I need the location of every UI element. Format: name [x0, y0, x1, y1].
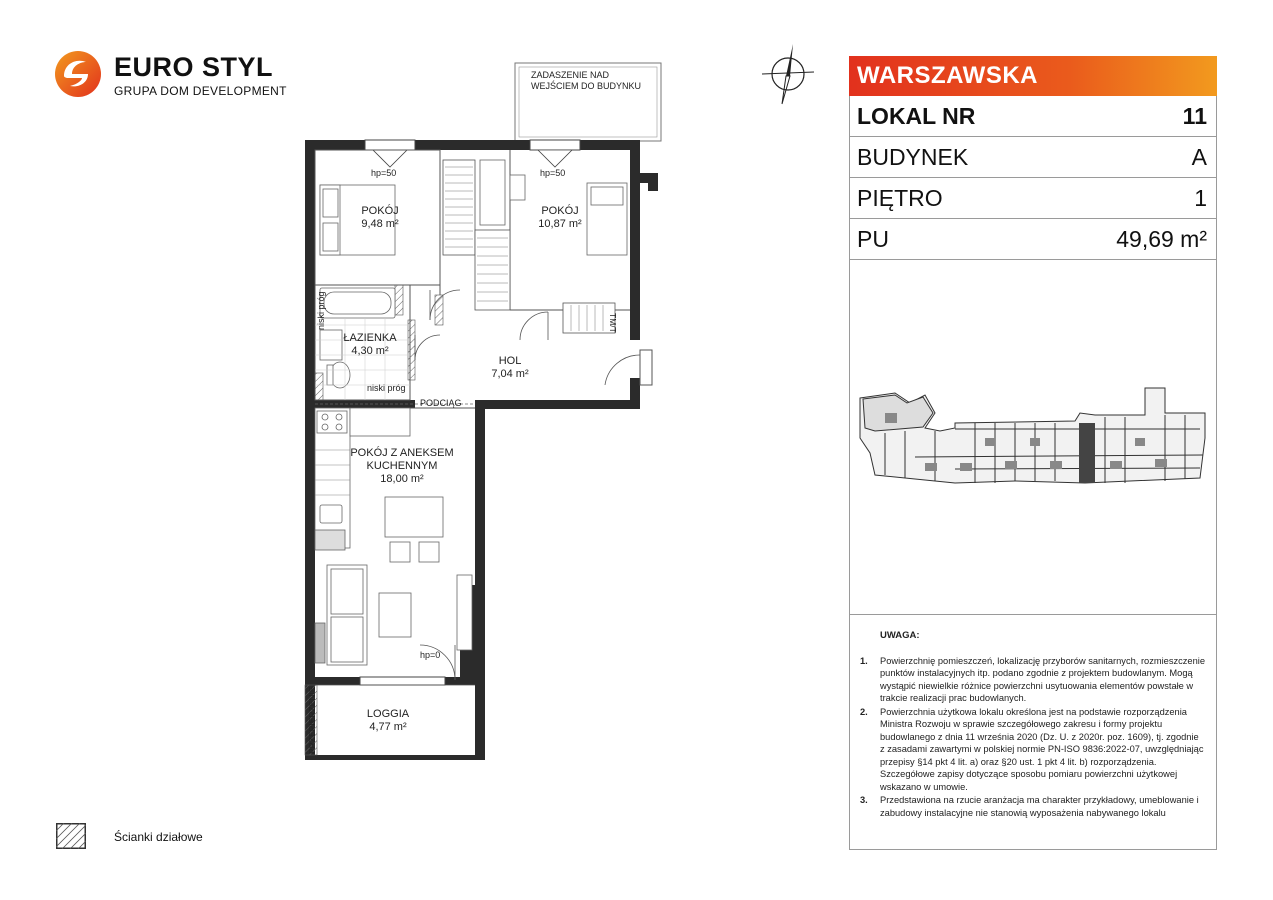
low-threshold-label-1: niski próg	[316, 291, 326, 330]
room-name: POKÓJ Z ANEKSEM	[350, 447, 454, 459]
room-area: 10,87 m²	[538, 218, 582, 230]
info-label: PIĘTRO	[857, 184, 943, 211]
euro-styl-logo-icon	[54, 50, 102, 98]
north-arrow-icon	[758, 42, 818, 106]
note-text: Powierzchnię pomieszczeń, lokalizację przyborów sanitarnych, rozmieszczenie punktów instalacyjnych itp. podano zgodnie z projektem budowlanym. Mogą wystąpić niewielkie różnice powierzchni usytuowania elementów powstałe w trakcie realizacji prac budowlanych.	[880, 655, 1206, 703]
low-threshold-label-2: niski próg	[367, 383, 406, 393]
info-label: BUDYNEK	[857, 143, 969, 170]
room-name: HOL	[498, 355, 522, 367]
notes-title: UWAGA:	[880, 630, 920, 641]
brand-logo	[54, 50, 287, 106]
notes-section	[860, 630, 1205, 820]
info-divider	[849, 614, 1217, 615]
note-text: Przedstawiona na rzucie aranżacja ma charakter przykładowy, umeblowanie i zabudowy instalacyjne nie stanowią wyposażenia nabywanego lokalu	[880, 795, 1199, 818]
room-area: 18,00 m²	[380, 473, 424, 485]
floor-plan	[295, 55, 665, 765]
info-value: 11	[1182, 102, 1207, 129]
room-area: 7,04 m²	[491, 368, 529, 380]
brand-name: EURO STYL	[114, 52, 274, 82]
beam-label: PODCIĄG	[420, 398, 462, 408]
canopy-line-1: ZADASZENIE NAD	[531, 70, 610, 80]
street-header: WARSZAWSKA	[849, 56, 1217, 96]
room-loggia	[338, 708, 438, 734]
tmt-label: TM/T	[608, 313, 618, 333]
room-bathroom	[320, 332, 420, 358]
legend-label: Ścianki działowe	[114, 830, 203, 844]
room-hall	[460, 355, 560, 381]
sill-height-0: hp=0	[420, 650, 441, 660]
info-border	[849, 96, 1217, 257]
canopy-label	[531, 70, 641, 92]
brand-subtitle: GRUPA DOM DEVELOPMENT	[114, 84, 287, 98]
note-item	[860, 706, 1205, 794]
room-bedroom-2	[510, 205, 610, 231]
room-area: 9,48 m²	[361, 218, 399, 230]
canopy-line-2: WEJŚCIEM DO BUDYNKU	[531, 81, 642, 91]
info-label: PU	[857, 225, 889, 252]
partition-label: PRZEPIERZENIE	[307, 686, 317, 754]
room-name: KUCHENNYM	[366, 460, 438, 472]
note-item	[860, 655, 1205, 705]
note-item	[860, 794, 1205, 819]
sill-height-1: hp=50	[371, 168, 397, 178]
info-value: A	[1191, 143, 1207, 170]
room-name: POKÓJ	[541, 205, 579, 217]
room-area: 4,30 m²	[351, 345, 389, 357]
room-name: ŁAZIENKA	[343, 332, 397, 344]
room-bedroom-1	[330, 205, 430, 231]
room-living-kitchen	[347, 447, 457, 486]
partition-hatch-icon	[56, 823, 86, 849]
info-value: 1	[1194, 184, 1207, 211]
note-number: 3.	[860, 795, 868, 805]
room-name: LOGGIA	[366, 708, 410, 720]
building-key-plan	[855, 383, 1210, 493]
note-number: 2.	[860, 706, 868, 717]
note-text: Powierzchnia użytkowa lokalu określona jest na podstawie rozporządzenia Ministra Rozwoju w sprawie szczegółowego zakresu i formy projektu budowlanego z dnia 11 września 2020 (Dz. U. z 2020r. poz. 1609), tj. zgodnie z zasadami zawartymi w polskiej normie PN-ISO 9836:2022-07, uwzględniając przepisy §14 pkt 4 lit. a) oraz §20 ust. 1 pkt 4 lit. b) rozporządzenia. Szczegółowe zapisy dotyczące sposobu pomiaru powierzchni użytkowej wskazano w umowie.	[880, 706, 1204, 792]
sill-height-2: hp=50	[540, 168, 566, 178]
note-number: 1.	[860, 655, 868, 666]
info-label: LOKAL NR	[857, 102, 976, 129]
info-value: 49,69 m²	[1116, 225, 1207, 252]
room-name: POKÓJ	[361, 205, 399, 217]
room-area: 4,77 m²	[369, 721, 407, 733]
